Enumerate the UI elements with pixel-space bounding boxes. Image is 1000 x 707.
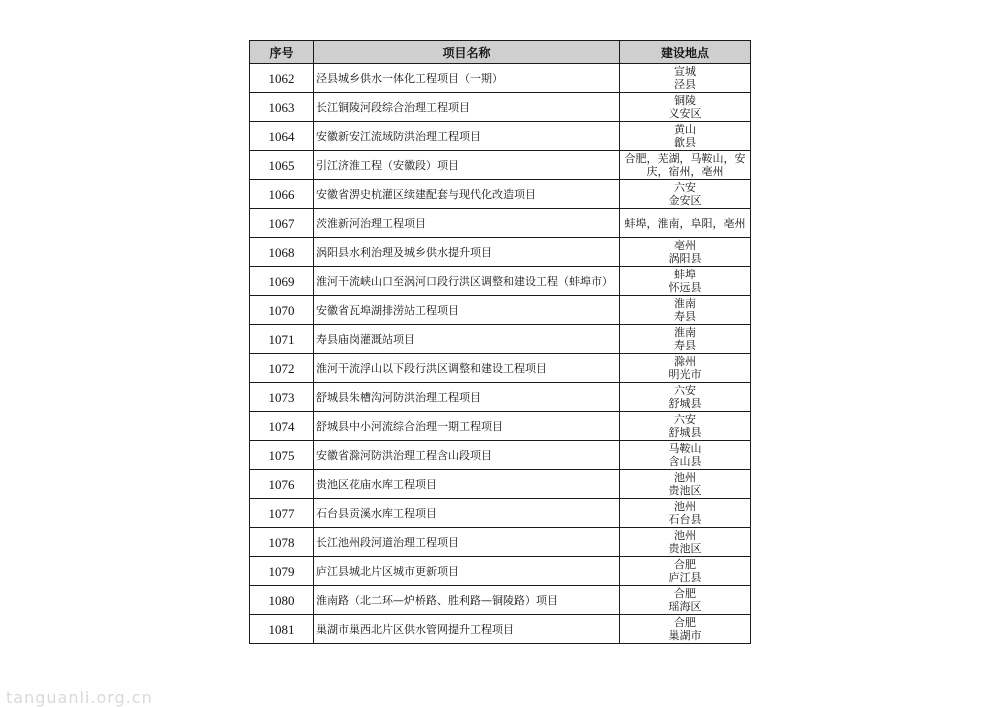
project-location xyxy=(620,209,751,238)
row-number: 1075 xyxy=(250,441,314,470)
project-name: 淮河干流峡山口至涡河口段行洪区调整和建设工程（蚌埠市） xyxy=(314,267,620,296)
project-name: 淮河干流浮山以下段行洪区调整和建设工程项目 xyxy=(314,354,620,383)
row-number: 1068 xyxy=(250,238,314,267)
project-location xyxy=(620,93,751,122)
project-name: 贵池区花庙水库工程项目 xyxy=(314,470,620,499)
row-number: 1081 xyxy=(250,615,314,644)
location-line: 涡阳县 xyxy=(668,252,702,265)
project-name: 长江池州段河道治理工程项目 xyxy=(314,528,620,557)
row-number: 1072 xyxy=(250,354,314,383)
table-row xyxy=(250,441,751,470)
row-number: 1069 xyxy=(250,267,314,296)
location-line: 舒城县 xyxy=(668,397,702,410)
table-row xyxy=(250,586,751,615)
location-line: 六安 xyxy=(674,181,696,194)
project-name: 石台县贡溪水库工程项目 xyxy=(314,499,620,528)
row-number: 1065 xyxy=(250,151,314,180)
location-line: 蚌埠 xyxy=(674,268,696,281)
project-location xyxy=(620,325,751,354)
table-row xyxy=(250,122,751,151)
location-line: 合肥 xyxy=(674,616,696,629)
watermark-text: tanguanli.org.cn xyxy=(6,688,153,707)
location-line: 庆，宿州，亳州 xyxy=(646,165,724,178)
row-number: 1073 xyxy=(250,383,314,412)
row-number: 1071 xyxy=(250,325,314,354)
project-name: 引江济淮工程（安徽段）项目 xyxy=(314,151,620,180)
location-line: 宣城 xyxy=(674,65,696,78)
project-location xyxy=(620,180,751,209)
project-name: 涡阳县水利治理及城乡供水提升项目 xyxy=(314,238,620,267)
row-number: 1064 xyxy=(250,122,314,151)
location-line: 池州 xyxy=(674,471,696,484)
table-row xyxy=(250,93,751,122)
location-line: 巢湖市 xyxy=(668,629,702,642)
location-line: 合肥，芜湖，马鞍山，安 xyxy=(624,152,746,165)
project-name: 庐江县城北片区城市更新项目 xyxy=(314,557,620,586)
location-line: 淮南 xyxy=(674,297,696,310)
location-line: 六安 xyxy=(674,384,696,397)
location-line: 滁州 xyxy=(674,355,696,368)
table-header xyxy=(250,41,751,64)
table-row xyxy=(250,325,751,354)
row-number: 1078 xyxy=(250,528,314,557)
location-line: 池州 xyxy=(674,529,696,542)
location-line: 贵池区 xyxy=(668,542,702,555)
project-name: 安徽省瓦埠湖排涝站工程项目 xyxy=(314,296,620,325)
table-row xyxy=(250,209,751,238)
header-name: 项目名称 xyxy=(314,41,620,64)
header-row xyxy=(250,41,751,64)
table-row xyxy=(250,383,751,412)
row-number: 1063 xyxy=(250,93,314,122)
row-number: 1067 xyxy=(250,209,314,238)
table-row xyxy=(250,499,751,528)
location-line: 金安区 xyxy=(668,194,702,207)
project-table xyxy=(249,40,751,644)
location-line: 寿县 xyxy=(674,339,696,352)
location-line: 蚌埠，淮南，阜阳，亳州 xyxy=(624,216,746,230)
table-row xyxy=(250,412,751,441)
project-location xyxy=(620,412,751,441)
table-row xyxy=(250,180,751,209)
project-location xyxy=(620,470,751,499)
table-row xyxy=(250,267,751,296)
table-row xyxy=(250,615,751,644)
location-line: 歙县 xyxy=(674,136,696,149)
location-line: 淮南 xyxy=(674,326,696,339)
project-name: 安徽省滁河防洪治理工程含山段项目 xyxy=(314,441,620,470)
location-line: 泾县 xyxy=(674,78,696,91)
location-line: 庐江县 xyxy=(668,571,702,584)
table-row xyxy=(250,238,751,267)
table-row xyxy=(250,64,751,93)
table-row xyxy=(250,557,751,586)
table-row xyxy=(250,354,751,383)
project-name: 巢湖市巢西北片区供水管网提升工程项目 xyxy=(314,615,620,644)
project-location xyxy=(620,122,751,151)
location-line: 合肥 xyxy=(674,558,696,571)
project-name: 淮南路（北二环—炉桥路、胜利路—铜陵路）项目 xyxy=(314,586,620,615)
project-location xyxy=(620,296,751,325)
project-location xyxy=(620,499,751,528)
location-line: 黄山 xyxy=(674,123,696,136)
row-number: 1070 xyxy=(250,296,314,325)
project-name: 舒城县中小河流综合治理一期工程项目 xyxy=(314,412,620,441)
row-number: 1074 xyxy=(250,412,314,441)
row-number: 1076 xyxy=(250,470,314,499)
project-location xyxy=(620,528,751,557)
project-location xyxy=(620,383,751,412)
row-number: 1080 xyxy=(250,586,314,615)
project-name: 安徽省淠史杭灌区续建配套与现代化改造项目 xyxy=(314,180,620,209)
location-line: 明光市 xyxy=(668,368,702,381)
location-line: 马鞍山 xyxy=(668,442,702,455)
table-body xyxy=(250,64,751,644)
table-row xyxy=(250,528,751,557)
location-line: 六安 xyxy=(674,413,696,426)
location-line: 寿县 xyxy=(674,310,696,323)
project-location xyxy=(620,151,751,180)
project-name: 安徽新安江流域防洪治理工程项目 xyxy=(314,122,620,151)
header-location: 建设地点 xyxy=(620,41,751,64)
table-row xyxy=(250,296,751,325)
project-location xyxy=(620,586,751,615)
row-number: 1079 xyxy=(250,557,314,586)
location-line: 合肥 xyxy=(674,587,696,600)
row-number: 1062 xyxy=(250,64,314,93)
project-name: 长江铜陵河段综合治理工程项目 xyxy=(314,93,620,122)
project-location xyxy=(620,64,751,93)
location-line: 石台县 xyxy=(668,513,702,526)
row-number: 1066 xyxy=(250,180,314,209)
location-line: 贵池区 xyxy=(668,484,702,497)
project-name: 茨淮新河治理工程项目 xyxy=(314,209,620,238)
project-location xyxy=(620,238,751,267)
project-location xyxy=(620,354,751,383)
project-location xyxy=(620,557,751,586)
location-line: 含山县 xyxy=(668,455,702,468)
project-location xyxy=(620,267,751,296)
project-name: 舒城县朱槽沟河防洪治理工程项目 xyxy=(314,383,620,412)
project-location xyxy=(620,615,751,644)
project-name: 泾县城乡供水一体化工程项目（一期） xyxy=(314,64,620,93)
row-number: 1077 xyxy=(250,499,314,528)
location-line: 怀远县 xyxy=(668,281,702,294)
location-line: 亳州 xyxy=(674,239,696,252)
location-line: 舒城县 xyxy=(668,426,702,439)
location-line: 瑶海区 xyxy=(668,600,702,613)
location-line: 铜陵 xyxy=(674,94,696,107)
project-name: 寿县庙岗灌溉站项目 xyxy=(314,325,620,354)
table-row xyxy=(250,470,751,499)
location-line: 义安区 xyxy=(668,107,702,120)
header-no: 序号 xyxy=(250,41,314,64)
table-row xyxy=(250,151,751,180)
location-line: 池州 xyxy=(674,500,696,513)
project-location xyxy=(620,441,751,470)
